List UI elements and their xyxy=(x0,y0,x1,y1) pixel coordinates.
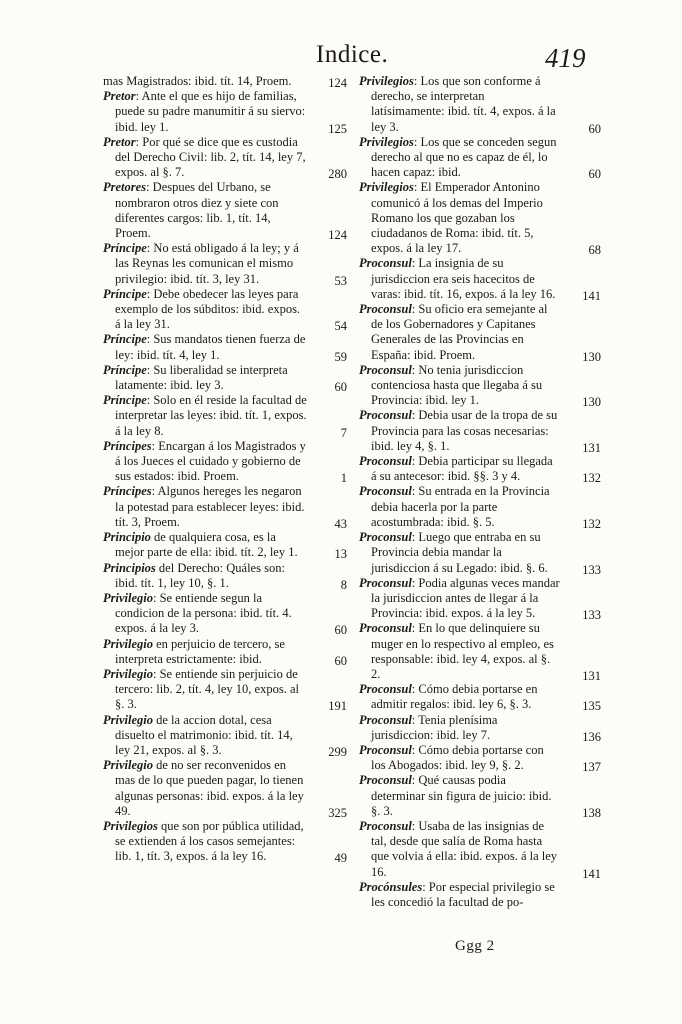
index-text: : Encargan á los Magistrados y á los Jueces el cuidado y gobierno de sus estados: ibid. Proem. xyxy=(115,438,306,484)
index-term: Privilegios xyxy=(103,818,158,833)
index-term: Privilegio xyxy=(103,712,153,727)
index-text: : Por especial privilegio se les concedió la facultad de po- xyxy=(371,879,555,909)
index-term: Proconsul xyxy=(359,818,412,833)
index-page-ref: 325 xyxy=(328,805,347,820)
index-page-ref: 132 xyxy=(582,471,601,486)
index-page-ref: 124 xyxy=(328,228,347,243)
index-entry xyxy=(103,819,347,865)
index-entry xyxy=(103,530,347,560)
index-term: Procónsules xyxy=(359,879,423,894)
index-term: Proconsul xyxy=(359,408,412,423)
index-page-ref: 60 xyxy=(334,653,347,668)
index-page-ref: 130 xyxy=(582,395,601,410)
index-entry xyxy=(359,743,601,773)
index-page-ref: 141 xyxy=(582,866,601,881)
index-term: Príncipe xyxy=(103,332,147,347)
index-term: Proconsul xyxy=(359,530,412,545)
index-page-ref: 8 xyxy=(340,577,347,592)
index-text: : Se entiende segun la condicion de la persona: ibid. tít. 4. expos. á la ley 3. xyxy=(115,590,292,636)
index-entry xyxy=(103,484,347,530)
index-entry xyxy=(103,758,347,819)
index-text: : El Emperador Antonino comunicó á los demas del Imperio Romano los que gozaban los ciudadanos de Roma: ibid. tít. 5, expos. á la ley 17. xyxy=(371,180,543,256)
index-page-ref: 191 xyxy=(328,699,347,714)
index-text: : Se entiende sin perjuicio de tercero: lib. 2, tít. 4, ley 10, expos. al §. 3. xyxy=(115,666,299,712)
index-entry xyxy=(103,180,347,241)
index-entry xyxy=(359,302,601,363)
index-term: Príncipe xyxy=(103,393,147,408)
index-term: Principio xyxy=(103,530,151,545)
index-text: : No está obligado á la ley; y á las Reynas les comunican el mismo privilegio: ibid. tít. 3, ley 31. xyxy=(115,241,299,286)
index-page-ref: 60 xyxy=(334,623,347,638)
index-term: Proconsul xyxy=(359,302,412,317)
index-page-ref: 132 xyxy=(582,516,601,531)
index-entry xyxy=(359,484,601,530)
index-entry xyxy=(359,773,601,819)
index-entry xyxy=(359,880,601,910)
index-entry xyxy=(103,89,347,135)
index-entry xyxy=(103,74,347,89)
index-text: : Tenia plenísima jurisdiccion: ibid. ley 7. xyxy=(371,712,498,742)
page-title: Indice. xyxy=(316,41,389,68)
index-text: de no ser reconvenidos en mas de lo que pueden pagar, lo tienen algunas personas: ibid. expos. á la ley 49. xyxy=(115,758,304,818)
index-entry xyxy=(359,454,601,484)
index-page-ref: 60 xyxy=(334,380,347,395)
index-text: : Despues del Urbano, se nombraron otros diez y siete con diferentes cargos: lib. 1, tít. 14, Proem. xyxy=(115,180,279,241)
index-text: del Derecho: Quáles son: ibid. tít. 1, ley 10, §. 1. xyxy=(115,560,285,590)
index-page-ref: 280 xyxy=(328,167,347,182)
index-text: de la accion dotal, cesa disuelto el matrimonio: ibid. tít. 14, ley 21, expos. al §. 3. xyxy=(115,712,293,757)
index-term: Proconsul xyxy=(359,575,412,590)
index-text: que son por pública utilidad, se extienden á los casos semejantes: lib. 1, tít. 3, expos. á la ley 16. xyxy=(115,818,304,864)
index-entry xyxy=(103,287,347,333)
index-entry xyxy=(359,135,601,181)
index-page-ref: 68 xyxy=(588,243,601,258)
index-term: Proconsul xyxy=(359,712,412,727)
index-term: Privilegio xyxy=(103,666,153,681)
index-entry xyxy=(103,241,347,287)
index-text: : Su liberalidad se interpreta latamente: ibid. ley 3. xyxy=(115,362,288,393)
index-entry xyxy=(359,408,601,454)
index-term: Pretor xyxy=(103,89,136,104)
index-entry xyxy=(359,682,601,712)
index-entry xyxy=(359,819,601,880)
index-page-ref: 136 xyxy=(582,729,601,744)
index-text: : Qué causas podia determinar sin figura de juicio: ibid. §. 3. xyxy=(371,773,552,818)
index-text: en perjuicio de tercero, se interpreta estrictamente: ibid. xyxy=(115,636,285,666)
index-term: Proconsul xyxy=(359,621,412,636)
index-entry xyxy=(359,576,601,622)
index-term: Proconsul xyxy=(359,454,412,469)
index-entry xyxy=(359,530,601,576)
index-entry xyxy=(103,439,347,485)
index-entry xyxy=(103,637,347,667)
index-term: Proconsul xyxy=(359,362,412,377)
index-entry xyxy=(359,363,601,409)
index-page-ref: 43 xyxy=(334,516,347,531)
index-entry xyxy=(103,713,347,759)
index-page-ref: 60 xyxy=(588,121,601,136)
index-text: : Cómo debia portarse en admitir regalos: ibid. ley 6, §. 3. xyxy=(371,682,538,712)
index-entry xyxy=(103,393,347,439)
index-term: Proconsul xyxy=(359,682,412,697)
index-column-left xyxy=(103,74,347,865)
index-text: mas Magistrados: ibid. tít. 14, Proem. xyxy=(103,74,292,88)
index-term: Proconsul xyxy=(359,484,412,499)
index-entry xyxy=(103,591,347,637)
index-page-ref: 59 xyxy=(334,349,347,364)
index-page-ref: 49 xyxy=(334,851,347,866)
index-page-ref: 299 xyxy=(328,744,347,759)
index-column-right xyxy=(359,74,601,910)
index-term: Príncipes xyxy=(103,438,152,453)
index-page-ref: 135 xyxy=(582,699,601,714)
index-term: Principios xyxy=(103,560,156,575)
index-page-ref: 54 xyxy=(334,319,347,334)
index-text: : Cómo debia portarse con los Abogados: ibid. ley 9, §. 2. xyxy=(371,742,544,773)
signature-mark: Ggg 2 xyxy=(455,938,495,954)
index-text: : Su entrada en la Provincia debia hacerla por la parte acostumbrada: ibid. §. 5. xyxy=(371,484,550,529)
index-page-ref: 133 xyxy=(582,562,601,577)
index-text: : Sus mandatos tienen fuerza de ley: ibid. tít. 4, ley 1. xyxy=(115,332,306,362)
index-page-ref: 133 xyxy=(582,608,601,623)
page-number: 419 xyxy=(545,43,586,73)
index-page-ref: 131 xyxy=(582,668,601,683)
index-text: : Por qué se dice que es custodia del Derecho Civil: lib. 2, tít. 14, ley 7, expos. al §. 7. xyxy=(115,134,306,180)
index-text: : Debe obedecer las leyes para exemplo de los súbditos: ibid. expos. á la ley 31. xyxy=(115,286,301,332)
index-text: : En lo que delinquiere su muger en lo respectivo al empleo, es responsable: ibid. ley 4, expos. al §. 2. xyxy=(371,621,554,681)
index-entry xyxy=(103,561,347,591)
index-text: : Los que se conceden segun derecho al que no es capaz de él, lo hacen capaz: ibid. xyxy=(371,134,557,180)
index-term: Privilegios xyxy=(359,134,414,149)
index-text: : Solo en él reside la facultad de interpretar las leyes: ibid. tít. 1, expos. á la ley 8. xyxy=(115,393,307,438)
index-term: Proconsul xyxy=(359,742,412,757)
index-text: : Usaba de las insignias de tal, desde que salía de Roma hasta que volvia á ella: ibid. expos. á la ley 16. xyxy=(371,818,558,879)
index-term: Pretor xyxy=(103,134,136,149)
index-text: : Debia participar su llegada á su antecesor: ibid. §§. 3 y 4. xyxy=(371,454,553,484)
index-page-ref: 1 xyxy=(340,471,347,486)
index-page-ref: 60 xyxy=(588,167,601,182)
index-entry xyxy=(103,332,347,362)
index-page-ref: 53 xyxy=(334,273,347,288)
index-page-ref: 138 xyxy=(582,805,601,820)
index-term: Privilegio xyxy=(103,636,153,651)
index-term: Privilegio xyxy=(103,590,153,605)
index-text: : Los que son conforme á derecho, se interpretan latísimamente: ibid. tít. 4, expos. á la ley 3. xyxy=(371,74,556,134)
index-text: : Algunos hereges les negaron la potestad para establecer leyes: ibid. tít. 3, Proem. xyxy=(115,484,305,529)
index-entry xyxy=(359,713,601,743)
index-entry xyxy=(103,363,347,393)
index-entry xyxy=(359,256,601,302)
index-page-ref: 130 xyxy=(582,349,601,364)
index-text: : Debia usar de la tropa de su Provincia para las cosas necesarias: ibid. ley 4, §. 1. xyxy=(371,408,558,453)
index-term: Privilegios xyxy=(359,180,414,195)
index-term: Privilegios xyxy=(359,74,414,88)
index-term: Príncipe xyxy=(103,362,147,377)
page-header xyxy=(0,41,682,75)
index-text: : Podia algunas veces mandar la jurisdiccion antes de llegar á la Provincia: ibid. expos. á la ley 5. xyxy=(371,575,560,621)
index-page-ref: 124 xyxy=(328,76,347,90)
index-page-ref: 131 xyxy=(582,440,601,455)
index-term: Privilegio xyxy=(103,758,153,773)
index-term: Proconsul xyxy=(359,773,412,788)
index-text: de qualquiera cosa, es la mejor parte de ella: ibid. tít. 2, ley 1. xyxy=(115,530,298,560)
index-term: Príncipe xyxy=(103,241,147,256)
index-term: Pretores xyxy=(103,180,147,195)
index-page-ref: 7 xyxy=(340,425,347,440)
index-page-ref: 141 xyxy=(582,288,601,303)
index-entry xyxy=(103,135,347,181)
index-term: Príncipe xyxy=(103,286,147,301)
index-term: Proconsul xyxy=(359,256,412,271)
index-text: : No tenia jurisdiccion contenciosa hasta que llegaba á su Provincia: ibid. ley 1. xyxy=(371,362,543,408)
index-text: : Su oficio era semejante al de los Gobernadores y Capitanes Generales de las Provincias en España: ibid. Proem. xyxy=(371,302,548,362)
index-entry xyxy=(359,74,601,135)
index-page-ref: 13 xyxy=(334,547,347,562)
index-term: Príncipes xyxy=(103,484,152,499)
index-text: : La insignia de su jurisdiccion era seis hacecitos de varas: ibid. tít. 16, expos. á la ley 16. xyxy=(371,256,556,301)
index-text: : Luego que entraba en su Provincia debia mandar la jurisdiccion á su Legado: ibid. §. 6. xyxy=(371,530,548,575)
index-entry xyxy=(103,667,347,713)
index-entry xyxy=(359,180,601,256)
index-page-ref: 137 xyxy=(582,760,601,775)
index-page-ref: 125 xyxy=(328,121,347,136)
index-entry xyxy=(359,621,601,682)
index-text: : Ante el que es hijo de familias, puede su padre manumitir á su siervo: ibid. ley 1. xyxy=(115,89,306,134)
